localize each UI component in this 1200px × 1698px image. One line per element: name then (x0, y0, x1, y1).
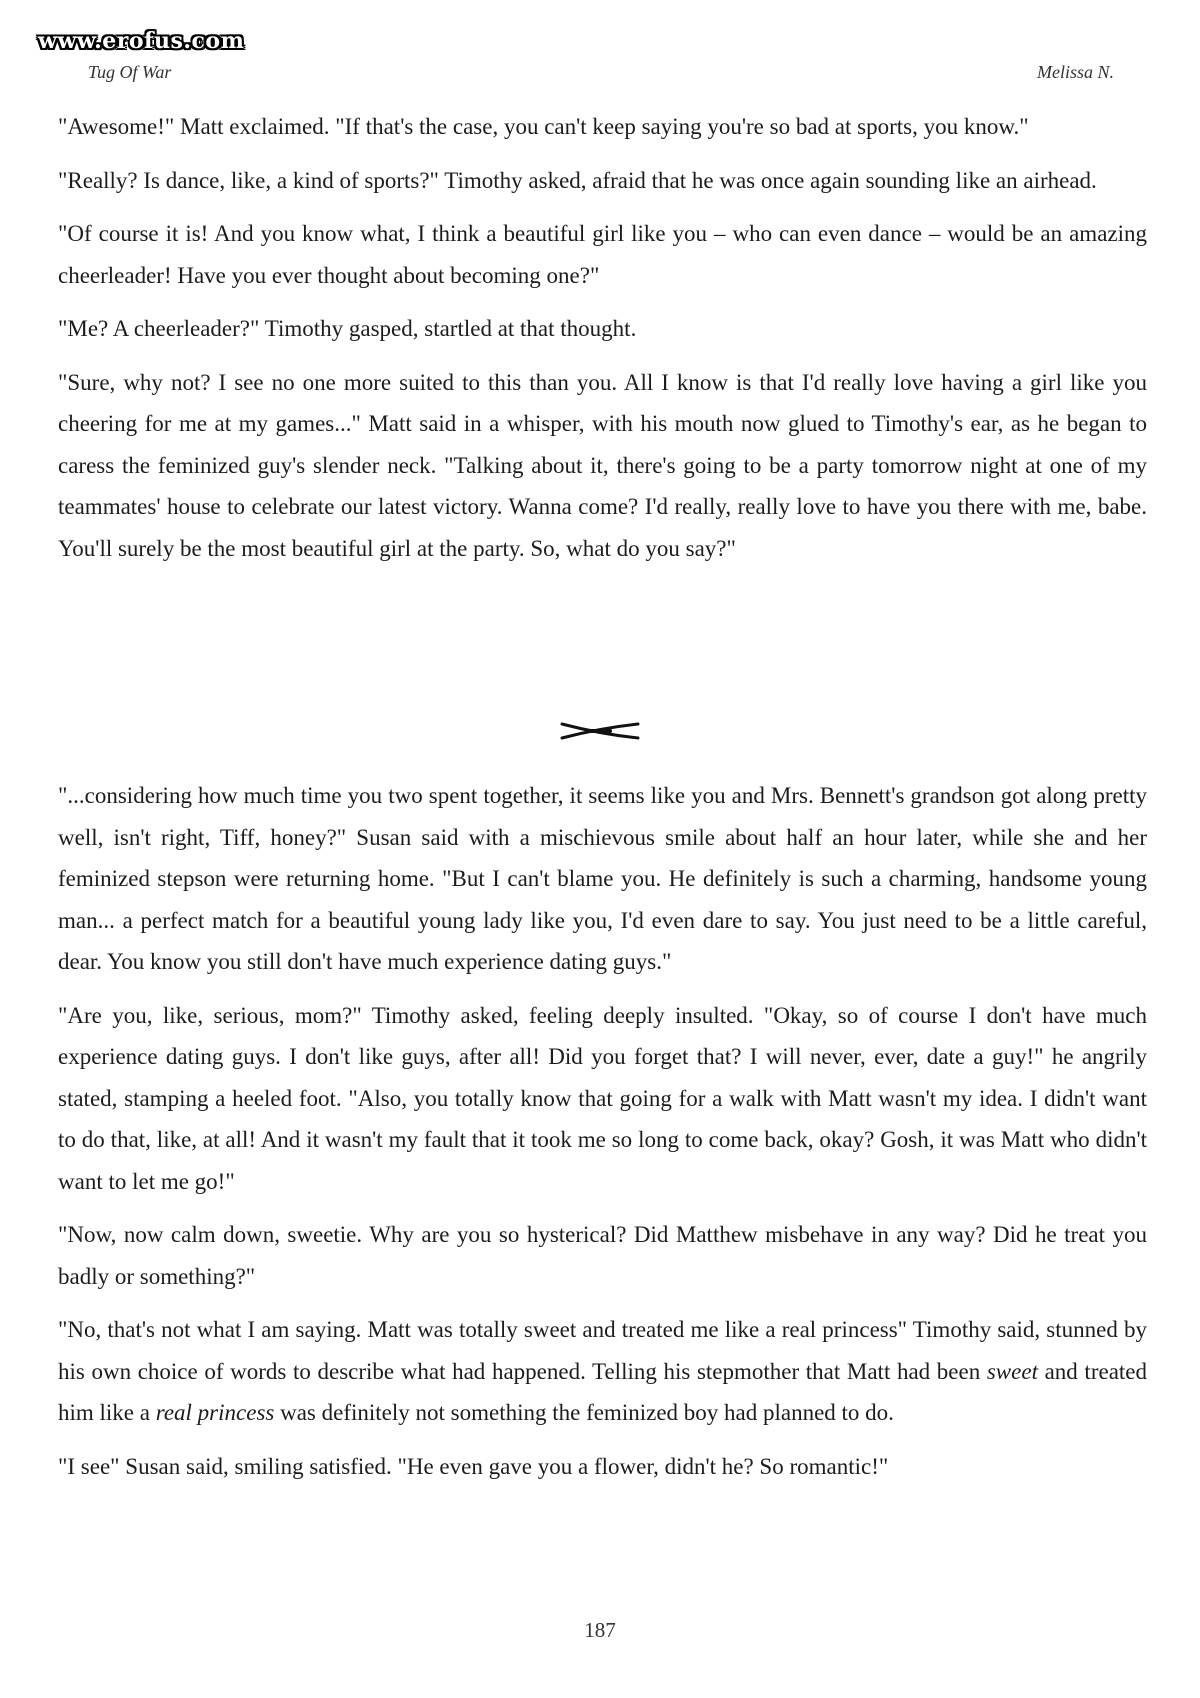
emphasis-text: real princess (155, 1400, 275, 1425)
paragraph: "Me? A cheerleader?" Timothy gasped, startled at that thought. (58, 316, 637, 341)
paragraph: "...considering how much time you two spent together, it seems like you and Mrs. Bennett's grandson got along pretty well, isn't right, Tiff, honey?" Susan said with a mischievous smile about half an hour later, while she and her feminized stepson were returning home. "But I can't blame you. He definitely is such a charming, handsome young man... a perfect match for a beautiful young lady like you, I'd even dare to say. You just need to be a little careful, dear. You know you still don't have much experience dating guys." (58, 783, 1147, 974)
book-title: Tug Of War (88, 62, 172, 82)
paragraph: "I see" Susan said, smiling satisfied. "He even gave you a flower, didn't he? So romantic!" (58, 1453, 889, 1479)
paragraph-text: and treated him like a (58, 1358, 1148, 1425)
paragraph: "Awesome!" Matt exclaimed. "If that's the case, you can't keep saying you're so bad at sports, you know." (58, 114, 1029, 139)
emphasis-text: sweet (986, 1358, 1038, 1384)
author-name: Melissa N. (1036, 62, 1114, 82)
paragraph: "Now, now calm down, sweetie. Why are you so hysterical? Did Matthew misbehave in any way? Did he treat you badly or something?" (58, 1222, 1147, 1289)
paragraph-text: "No, that's not what I am saying. Matt was totally sweet and treated me like a real princess" Timothy said, stunned by his own choice of words to describe what had happened. Telling his stepmother that Matt had been (58, 1317, 1147, 1384)
page-number: 187 (584, 1618, 616, 1642)
paragraph: "Of course it is! And you know what, I think a beautiful girl like you – who can even dance – would be an amazing cheerleader! Have you ever thought about becoming one?" (58, 221, 1147, 288)
paragraph: "Are you, like, serious, mom?" Timothy asked, feeling deeply insulted. "Okay, so of course I don't have much experience dating guys. I don't like guys, after all! Did you forget that? I will never, ever, date a guy!" he angrily stated, stamping a heeled foot. "Also, you totally know that going for a walk with Matt wasn't my idea. I didn't want to do that, like, at all! And it wasn't my fault that it took me so long to come back, okay? Gosh, it was Matt who didn't want to let me go!" (58, 1002, 1147, 1194)
section-2-text (58, 775, 1147, 1499)
paragraph: "Really? Is dance, like, a kind of sports?" Timothy asked, afraid that he was once again sounding like an airhead. (58, 167, 1097, 193)
paragraph (58, 1309, 1147, 1434)
paragraph: "Sure, why not? I see no one more suited to this than you. All I know is that I'd really love having a girl like you cheering for me at my games..." Matt said in a whisper, with his mouth now glued to Timothy's ear, as he began to caress the feminized guy's slender neck. "Talking about it, there's going to be a party tomorrow night at one of my teammates' house to celebrate our latest victory. Wanna come? I'd really, really love to have you there with me, babe. You'll surely be the most beautiful girl at the party. So, what do you say?" (58, 369, 1147, 561)
watermark-text: www.erofus.com (38, 28, 245, 54)
paragraph-text: was definitely not something the feminized boy had planned to do. (274, 1400, 894, 1425)
section-1-text (58, 106, 1147, 581)
running-header (88, 62, 1114, 88)
scene-break-ornament-icon (560, 718, 640, 744)
